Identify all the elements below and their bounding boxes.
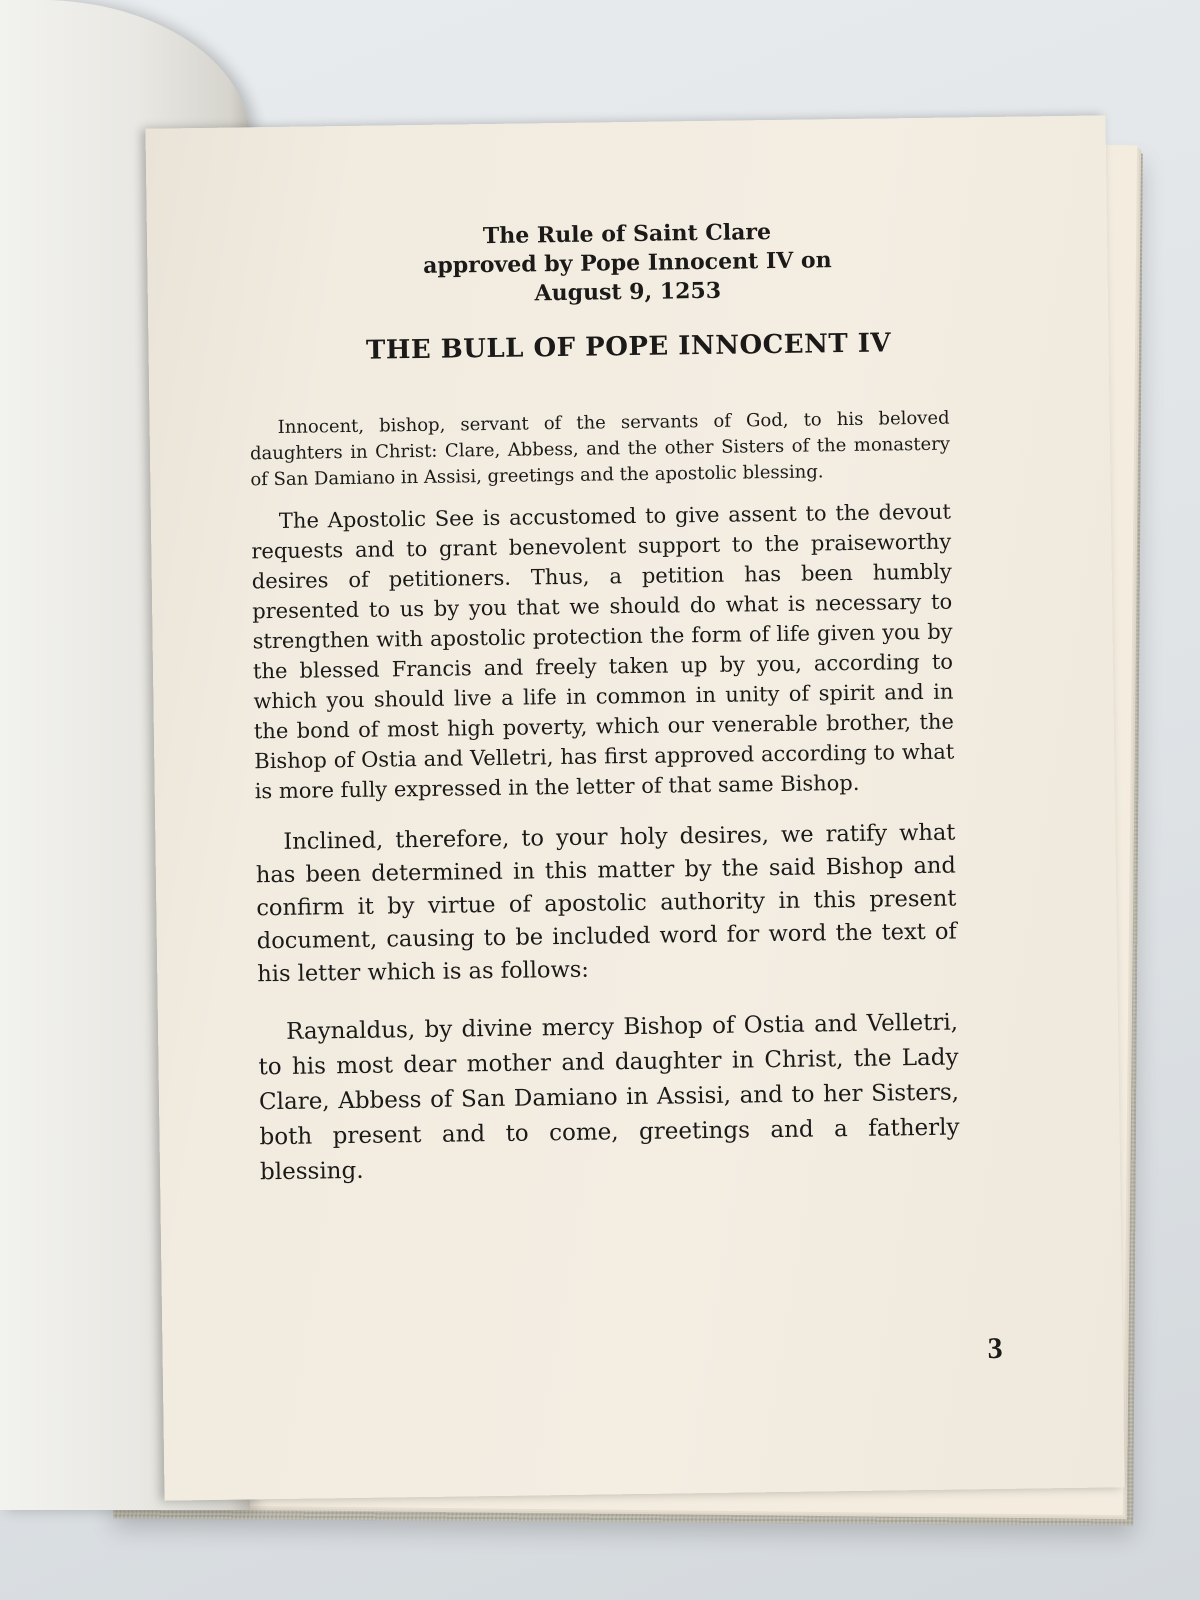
heading-line-2: approved by Pope Innocent IV on xyxy=(422,247,832,279)
heading-line-3: August 9, 1253 xyxy=(534,277,722,307)
bull-title: THE BULL OF POPE INNOCENT IV xyxy=(365,328,892,366)
page-number: 3 xyxy=(987,1331,1003,1366)
rule-heading xyxy=(267,215,988,312)
body-text xyxy=(249,406,960,1204)
book-page xyxy=(145,115,1124,1500)
paragraph-apostolic-see: The Apostolic See is accustomed to give assent to the devout requests and to grant benevolent support to the praiseworthy desires of petitioners. Thus, a petition has been humbly presented to us by you that we should do what is necessary to strengthen with apostolic protection the form of life given you by the blessed Francis and freely taken up by you, according to which you should live a life in common in unity of spirit and in the bond of most high poverty, which our venerable brother, the Bishop of Ostia and Velletri, has first approved according to what is more fully expressed in the letter of that same Bishop. xyxy=(251,499,955,804)
paragraph-greeting: Innocent, bishop, servant of the servants of God, to his beloved daughters in Christ: Clare, Abbess, and the other Sisters of the monastery of San Damiano in Assisi, greetings and the apostolic blessing. xyxy=(249,407,951,491)
heading-line-1: The Rule of Saint Clare xyxy=(482,219,772,250)
paragraph-raynaldus: Raynaldus, by divine mercy Bishop of Ostia and Velletri, to his most dear mother and daughter in Christ, the Lady Clare, Abbess of San Damiano in Assisi, and to her Sisters, both present and to come, greetings and a fatherly blessing. xyxy=(258,1009,960,1186)
paragraph-inclined: Inclined, therefore, to your holy desires, we ratify what has been determined in this matter by the said Bishop and confirm it by virtue of apostolic authority in this present document, causing to be included word for word the text of his letter which is as follows: xyxy=(255,819,957,988)
